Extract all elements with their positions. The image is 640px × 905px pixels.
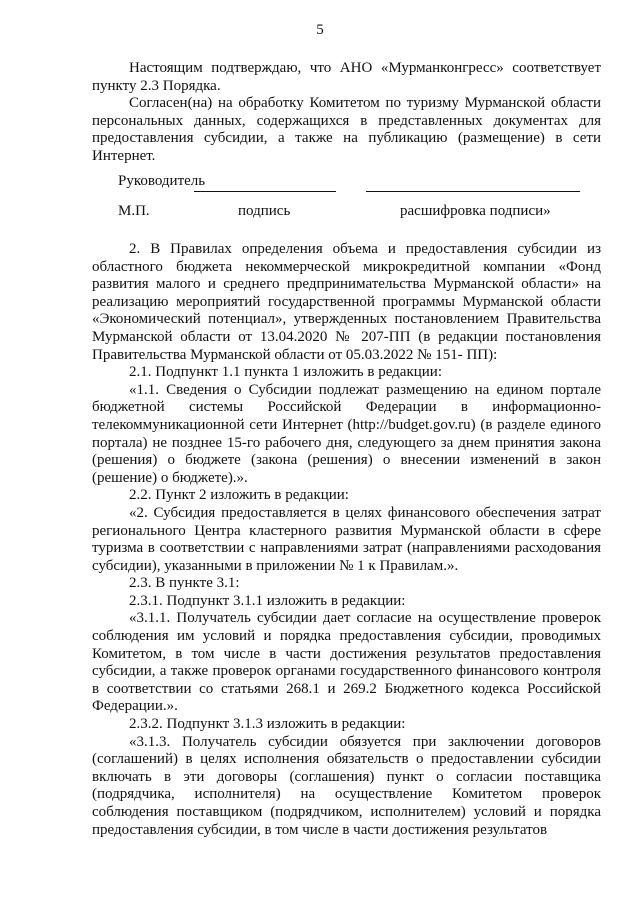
paragraph-2-3-1: 2.3.1. Подпункт 3.1.1 изложить в редакции: <box>129 592 406 609</box>
paragraph-2-2: 2.2. Пункт 2 изложить в редакции: <box>129 487 349 504</box>
paragraph-2-quote: «2. Субсидия предоставляется в целях финансового обеспечения затрат регионального Центра кластерного развития Мурманской области в сфере туризма в соответствии с направлениями затрат (направлениями расходования субсидии), указанными в приложении № 1 к Правилам.». <box>92 504 601 574</box>
decode-caption: расшифровка подписи» <box>400 203 551 219</box>
confirm-paragraph: Настоящим подтверждаю, что АНО «Мурманконгресс» соответствует пункту 2.3 Порядка. <box>92 60 601 94</box>
decode-line <box>366 191 580 192</box>
consent-paragraph: Согласен(на) на обработку Комитетом по туризму Мурманской области персональных данных, содержащихся в представленных документах для предоставления субсидии, а также на публикацию (размещение) в сети Интернет. <box>92 95 601 164</box>
page-number: 5 <box>316 22 324 38</box>
paragraph-2-1: 2.1. Подпункт 1.1 пункта 1 изложить в редакции: <box>129 364 442 381</box>
head-label: Руководитель <box>118 173 206 189</box>
paragraph-2: 2. В Правилах определения объема и предоставления субсидии из областного бюджета некоммерческой микрокредитной компании «Фонд развития малого и среднего предпринимательства Мурманской области» на реализацию мероприятий государственной программы Мурманской области «Экономический потенциал», утвержденных постановлением Правительства Мурманской области от 13.04.2020 № 207-ПП (в редакции постановления Правительства Мурманской области от 05.03.2022 № 151- ПП): <box>92 241 601 363</box>
stamp-label: М.П. <box>118 203 150 219</box>
paragraph-2-3-2: 2.3.2. Подпункт 3.1.3 изложить в редакции: <box>129 716 406 733</box>
body-block <box>92 241 601 839</box>
signature-line <box>194 191 336 192</box>
paragraph-2-3: 2.3. В пункте 3.1: <box>129 575 240 592</box>
signature-row <box>118 173 601 193</box>
intro-block <box>92 60 601 166</box>
paragraph-3-1-1-quote: «3.1.1. Получатель субсидии дает согласие на осуществление проверок соблюдения им условий и порядка предоставления субсидии, проводимых Комитетом, в том числе в части достижения результатов предоставления субсидии, а также проверок органами государственного финансового контроля в соответствии со статьями 268.1 и 269.2 Бюджетного кодекса Российской Федерации.». <box>92 610 601 715</box>
sign-caption: подпись <box>238 203 291 219</box>
paragraph-3-1-3-quote: «3.1.3. Получатель субсидии обязуется при заключении договоров (соглашений) в целях исполнения обязательств о предоставлении субсидии включать в эти договоры (соглашения) пункт о согласии поставщика (подрядчика, исполнителя) на осуществление Комитетом проверок соблюдения поставщиком (подрядчиком, исполнителем) условий и порядка предоставления субсидии, в том числе в части достижения результатов <box>92 733 601 838</box>
signature-caption-row <box>118 203 601 223</box>
paragraph-1-1-quote: «1.1. Сведения о Субсидии подлежат размещению на едином портале бюджетной системы Российской Федерации в информационно-телекоммуникационной сети Интернет (http://budget.gov.ru) (в разделе единого портала) не позднее 15-го рабочего дня, следующего за днем принятия закона (решения) о бюджете (закона (решения) о внесении изменений в закон (решение) о бюджете).». <box>92 381 601 486</box>
